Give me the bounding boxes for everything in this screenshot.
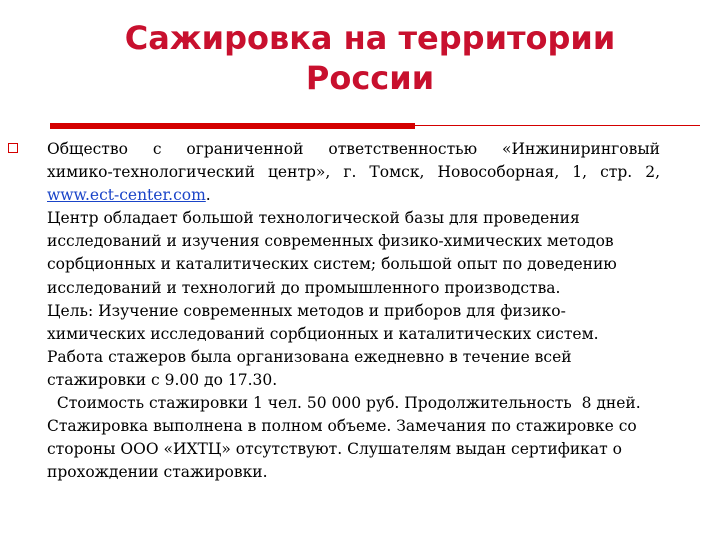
body-line: Общество с ограниченной ответственностью «Инжиниринговый — [47, 140, 660, 158]
slide-title-line-2: России — [305, 59, 435, 97]
slide-title — [90, 18, 650, 98]
bullet-square-icon — [8, 143, 18, 153]
body-line: исследований и изучения современных физико-химических методов — [47, 232, 614, 251]
body-line-link — [47, 184, 660, 207]
slide-body-text — [47, 138, 660, 484]
body-line: прохождении стажировки. — [47, 463, 268, 482]
body-line: сорбционных и каталитических систем; большой опыт по доведению — [47, 255, 617, 274]
slide-title-line-1: Сажировка на территории — [124, 19, 616, 57]
body-line: Цель: Изучение современных методов и приборов для физико- — [47, 301, 566, 320]
body-line: Стажировка выполнена в полном объеме. Замечания по стажировке со — [47, 417, 637, 436]
body-line: исследований и технологий до промышленного производства. — [47, 278, 561, 297]
body-line: Стоимость стажировки 1 чел. 50 000 руб. Продолжительность 8 дней. — [47, 394, 641, 413]
body-line: стороны ООО «ИХТЦ» отсутствуют. Слушателям выдан сертификат о — [47, 440, 622, 459]
link-suffix: . — [205, 186, 211, 205]
body-line: химических исследований сорбционных и каталитических систем. — [47, 324, 599, 343]
body-line: Работа стажеров была организована ежедневно в течение всей — [47, 347, 572, 366]
website-link[interactable]: www.ect-center.com — [47, 186, 206, 205]
body-line: химико-технологический центр», г. Томск, Новособорная, 1, стр. 2, — [47, 163, 660, 182]
body-line: стажировки с 9.00 до 17.30. — [47, 370, 278, 389]
title-underline-thick — [50, 123, 415, 129]
title-underline-thin — [415, 125, 700, 126]
body-line: Центр обладает большой технологической базы для проведения — [47, 209, 580, 228]
